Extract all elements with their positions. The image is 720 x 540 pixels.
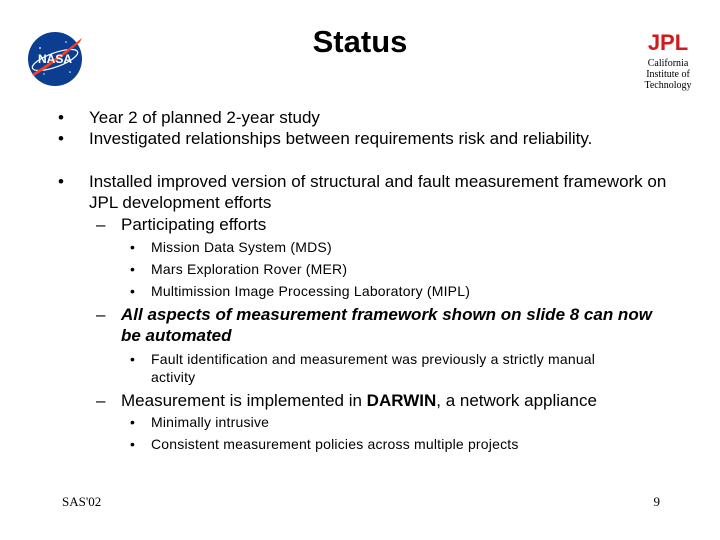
bullet-item: [58, 128, 599, 149]
sub-bullet-text-emphasis: All aspects of measurement framework shown on slide 8 can now be automated: [121, 305, 652, 345]
bullet-marker: •: [130, 436, 136, 452]
dash-marker: –: [96, 391, 106, 410]
sub-sub-bullet-text: Consistent measurement policies across multiple projects: [151, 436, 519, 452]
bullet-text: Installed improved version of structural and fault measurement framework on JPL development efforts: [89, 172, 667, 212]
bullet-marker: •: [130, 261, 136, 277]
caltech-label: [618, 58, 718, 91]
bullet-marker: •: [130, 351, 136, 367]
bullet-marker: •: [58, 172, 64, 191]
bullet-marker: •: [58, 129, 64, 148]
sub-bullet-item: [96, 214, 681, 235]
bullet-marker: •: [130, 414, 136, 430]
sub-sub-bullet-item: [130, 282, 631, 300]
sub-sub-bullet-text: Minimally intrusive: [151, 414, 270, 430]
page-number: 9: [653, 494, 660, 509]
slide-title: Status: [312, 24, 408, 59]
caltech-line: Institute of: [646, 69, 690, 80]
bullet-marker: •: [130, 283, 136, 299]
sub-bullet-text-suffix: , a network appliance: [436, 391, 597, 410]
sub-sub-bullet-text: Multimission Image Processing Laboratory (MIPL): [151, 283, 471, 299]
sub-sub-bullet-item: [130, 350, 641, 386]
dash-marker: –: [96, 305, 106, 324]
sub-sub-bullet-text: Fault identification and measurement was previously a strictly manual activity: [151, 351, 596, 385]
nasa-logo: [26, 30, 84, 88]
sub-sub-bullet-item: [130, 260, 631, 278]
sub-sub-bullet-item: [130, 435, 631, 453]
jpl-logo: [636, 30, 700, 52]
bullet-item: [58, 107, 649, 128]
bullet-text: Investigated relationships between requirements risk and reliability.: [89, 129, 593, 148]
nasa-logo-text: NASA: [37, 52, 73, 66]
sub-bullet-text: [121, 390, 701, 411]
sub-sub-bullet-item: [130, 238, 631, 256]
footer-conference: SAS'02: [62, 494, 102, 509]
sub-sub-bullet-text: Mission Data System (MDS): [151, 239, 332, 255]
caltech-line: Technology: [644, 80, 692, 91]
bullet-marker: •: [58, 108, 64, 127]
bullet-text: Year 2 of planned 2-year study: [89, 108, 320, 127]
sub-sub-bullet-item: [130, 413, 631, 431]
sub-bullet-item: [96, 304, 666, 346]
sub-bullet-text-prefix: Measurement is implemented in: [121, 391, 367, 410]
jpl-logo-text: JPL: [647, 30, 689, 52]
sub-bullet-item: [96, 390, 701, 411]
sub-sub-bullet-text: Mars Exploration Rover (MER): [151, 261, 348, 277]
dash-marker: –: [96, 215, 106, 234]
caltech-line: California: [647, 58, 689, 69]
darwin-highlight: DARWIN: [366, 391, 437, 410]
bullet-item: [58, 171, 669, 213]
sub-bullet-text: Participating efforts: [121, 215, 267, 234]
bullet-marker: •: [130, 239, 136, 255]
